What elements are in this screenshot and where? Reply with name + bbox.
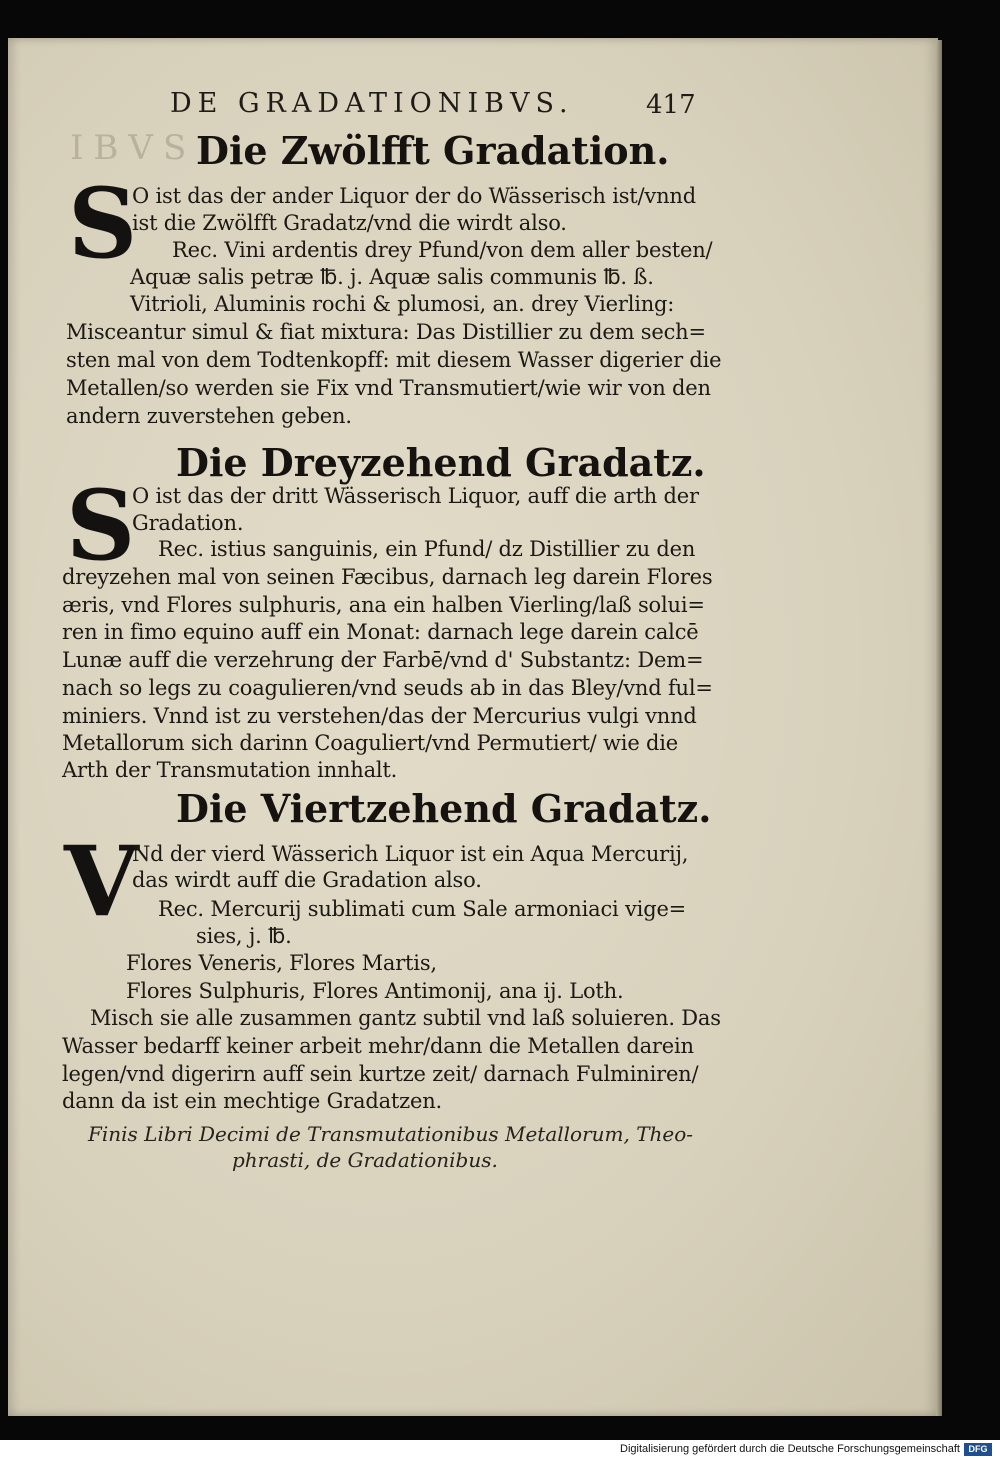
text-line: Nd der vierd Wässerich Liquor ist ein Aqua Mercurij, — [132, 842, 689, 866]
text-line: Wasser bedarff keiner arbeit mehr/dann die Metallen darein — [62, 1034, 694, 1058]
colophon-line: Finis Libri Decimi de Transmutationibus Metallorum, Theo- — [88, 1122, 694, 1146]
text-line: legen/vnd digerirn auff sein kurtze zeit/ darnach Fulminiren/ — [62, 1062, 699, 1086]
text-line: Rec. Vini ardentis drey Pfund/von dem aller besten/ — [172, 238, 713, 262]
text-line: O ist das der ander Liquor der do Wässerisch ist/vnnd — [132, 184, 696, 208]
funding-credit: Digitalisierung gefördert durch die Deutsche Forschungsgemeinschaft — [620, 1443, 960, 1455]
text-line: Misch sie alle zusammen gantz subtil vnd laß soluieren. Das — [90, 1006, 721, 1030]
text-line: Gradation. — [132, 511, 244, 535]
text-line: nach so legs zu coagulieren/vnd seuds ab in das Bley/vnd ful= — [62, 676, 713, 700]
text-line: Arth der Transmutation innhalt. — [62, 758, 398, 782]
text-line: das wirdt auff die Gradation also. — [132, 868, 482, 892]
text-line: andern zuverstehen geben. — [66, 404, 352, 428]
text-line: O ist das der dritt Wässerisch Liquor, auff die arth der — [132, 484, 699, 508]
bleed-through-text: IBVS — [70, 128, 197, 168]
text-line: miniers. Vnnd ist zu verstehen/das der Mercurius vulgi vnnd — [62, 704, 697, 728]
text-line: Rec. istius sanguinis, ein Pfund/ dz Distillier zu den — [158, 537, 696, 561]
page-edge — [936, 40, 942, 1416]
section-heading-1: Die Zwölfft Gradation. — [196, 128, 670, 173]
drop-cap-3: V — [64, 825, 139, 938]
text-line: Vitrioli, Aluminis rochi & plumosi, an. drey Vierling: — [130, 292, 675, 316]
dfg-logo: DFG — [964, 1443, 992, 1456]
section-heading-2: Die Dreyzehend Gradatz. — [176, 440, 706, 485]
running-head: DE GRADATIONIBVS. — [170, 88, 574, 119]
text-line: Metallorum sich darinn Coaguliert/vnd Permutiert/ wie die — [62, 731, 679, 755]
text-line: Rec. Mercurij sublimati cum Sale armoniaci vige= — [158, 897, 687, 921]
text-line: ist die Zwölfft Gradatz/vnd die wirdt also. — [132, 211, 567, 235]
text-line: sies, j. ℔. — [196, 924, 292, 948]
text-line: Flores Veneris, Flores Martis, — [126, 951, 437, 975]
colophon-line: phrasti, de Gradationibus. — [232, 1148, 498, 1172]
text-line: Flores Sulphuris, Flores Antimonij, ana ij. Loth. — [126, 979, 624, 1003]
page-number: 417 — [646, 90, 696, 120]
drop-cap-1: S — [68, 167, 138, 280]
text-line: æris, vnd Flores sulphuris, ana ein halben Vierling/laß solui= — [62, 593, 705, 617]
text-line: ren in fimo equino auff ein Monat: darnach lege darein calcē — [62, 620, 699, 644]
drop-cap-2: S — [66, 469, 136, 582]
text-line: dann da ist ein mechtige Gradatzen. — [62, 1089, 443, 1113]
text-line: dreyzehen mal von seinen Fæcibus, darnach leg darein Flores — [62, 565, 713, 589]
section-heading-3: Die Viertzehend Gradatz. — [176, 786, 712, 831]
text-line: Misceantur simul & fiat mixtura: Das Distillier zu dem sech= — [66, 320, 706, 344]
text-line: Aquæ salis petræ ℔. j. Aquæ salis communis ℔. ß. — [130, 265, 654, 289]
text-line: Metallen/so werden sie Fix vnd Transmutiert/wie wir von den — [66, 376, 711, 400]
text-line: sten mal von dem Todtenkopff: mit diesem Wasser digerier die — [66, 348, 722, 372]
text-line: Lunæ auff die verzehrung der Farbē/vnd d' Substantz: Dem= — [62, 648, 704, 672]
